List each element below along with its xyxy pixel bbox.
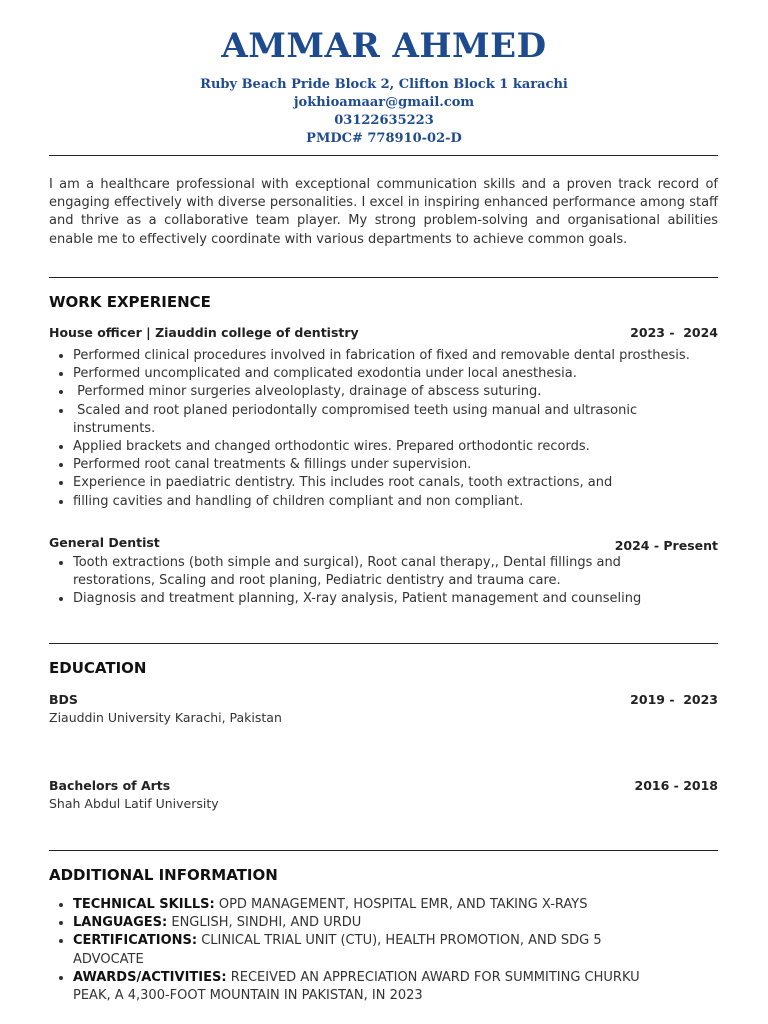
pmdc-number: PMDC# 778910-02-D [306, 131, 462, 146]
job-role: General Dentist [49, 535, 160, 550]
info-label: TECHNICAL SKILLS: [73, 897, 215, 912]
job-dates: 2023 - 2024 [630, 325, 718, 340]
divider [49, 155, 718, 156]
info-value: OPD MANAGEMENT, HOSPITAL EMR, AND TAKING X-RAYS [214, 897, 588, 912]
list-item: • Performed root canal treatments & fillings under supervision. [73, 456, 693, 474]
list-item: • Performed clinical procedures involved in fabrication of fixed and removable dental prosthesis. [73, 347, 693, 365]
info-label: LANGUAGES: [73, 915, 168, 931]
list-item: • filling cavities and handling of children compliant and non compliant. [73, 493, 693, 511]
list-item: • Tooth extractions (both simple and surgical), Root canal therapy,, Dental fillings and restorations, Scaling and root planing, Pediatric dentistry and trauma care. [73, 554, 693, 590]
education-heading: EDUCATION [49, 659, 147, 677]
candidate-name: AMMAR AHMED [221, 26, 547, 66]
list-item: • Performed minor surgeries alveoloplasty, drainage of abscess suturing. [73, 383, 693, 401]
list-item [73, 932, 673, 968]
degree-title: BDS [49, 692, 78, 707]
phone: 03122635223 [334, 113, 434, 128]
job-role: House officer | Ziauddin college of dentistry [49, 325, 359, 340]
list-item [73, 969, 673, 1005]
list-item: • Experience in paediatric dentistry. This includes root canals, tooth extractions, and [73, 474, 693, 492]
degree-title: Bachelors of Arts [49, 778, 171, 793]
list-item: • Applied brackets and changed orthodontic wires. Prepared orthodontic records. [73, 438, 693, 456]
school-name: Shah Abdul Latif University [49, 796, 219, 811]
job-duties-list [56, 554, 693, 609]
divider [49, 643, 718, 644]
list-item: • Performed uncomplicated and complicated exodontia under local anesthesia. [73, 365, 693, 383]
info-value: CLINICAL TRIAL UNIT (CTU), HEALTH PROMOTION, AND SDG 5 ADVOCATE [73, 933, 606, 967]
info-label: CERTIFICATIONS: [73, 933, 198, 949]
school-name: Ziauddin University Karachi, Pakistan [49, 710, 282, 725]
education-dates: 2016 - 2018 [634, 778, 718, 793]
email: jokhioamaar@gmail.com [293, 95, 475, 110]
additional-info-list [56, 896, 673, 1005]
profile-summary: I am a healthcare professional with exceptional communication skills and a proven track record of engaging effectively with diverse personalities. I excel in inspiring enhanced performance among staff and thrive as a collaborative team player. My strong problem-solving and organisational abilities enable me to effectively coordinate with various departments to achieve common goals. [49, 177, 718, 247]
list-item [73, 914, 673, 932]
job-duties-list [56, 347, 693, 511]
divider [49, 277, 718, 278]
job-dates: 2024 - Present [614, 538, 718, 553]
info-value: RECEIVED AN APPRECIATION AWARD FOR SUMMITING CHURKU PEAK, A 4,300-FOOT MOUNTAIN IN PAKISTAN, IN 2023 [73, 969, 644, 1004]
address: Ruby Beach Pride Block 2, Clifton Block 1 karachi [200, 77, 568, 92]
list-item: • Scaled and root planed periodontally compromised teeth using manual and ultrasonic instruments. [73, 402, 693, 438]
list-item [73, 896, 673, 914]
education-dates: 2019 - 2023 [630, 692, 718, 707]
list-item: • Diagnosis and treatment planning, X-ray analysis, Patient management and counseling [73, 590, 693, 608]
info-label: AWARDS/ACTIVITIES: [73, 969, 227, 985]
divider [49, 850, 718, 851]
work-experience-heading: WORK EXPERIENCE [49, 293, 211, 311]
info-value: ENGLISH, SINDHI, AND URDU [167, 915, 362, 931]
additional-info-heading: ADDITIONAL INFORMATION [49, 866, 278, 884]
